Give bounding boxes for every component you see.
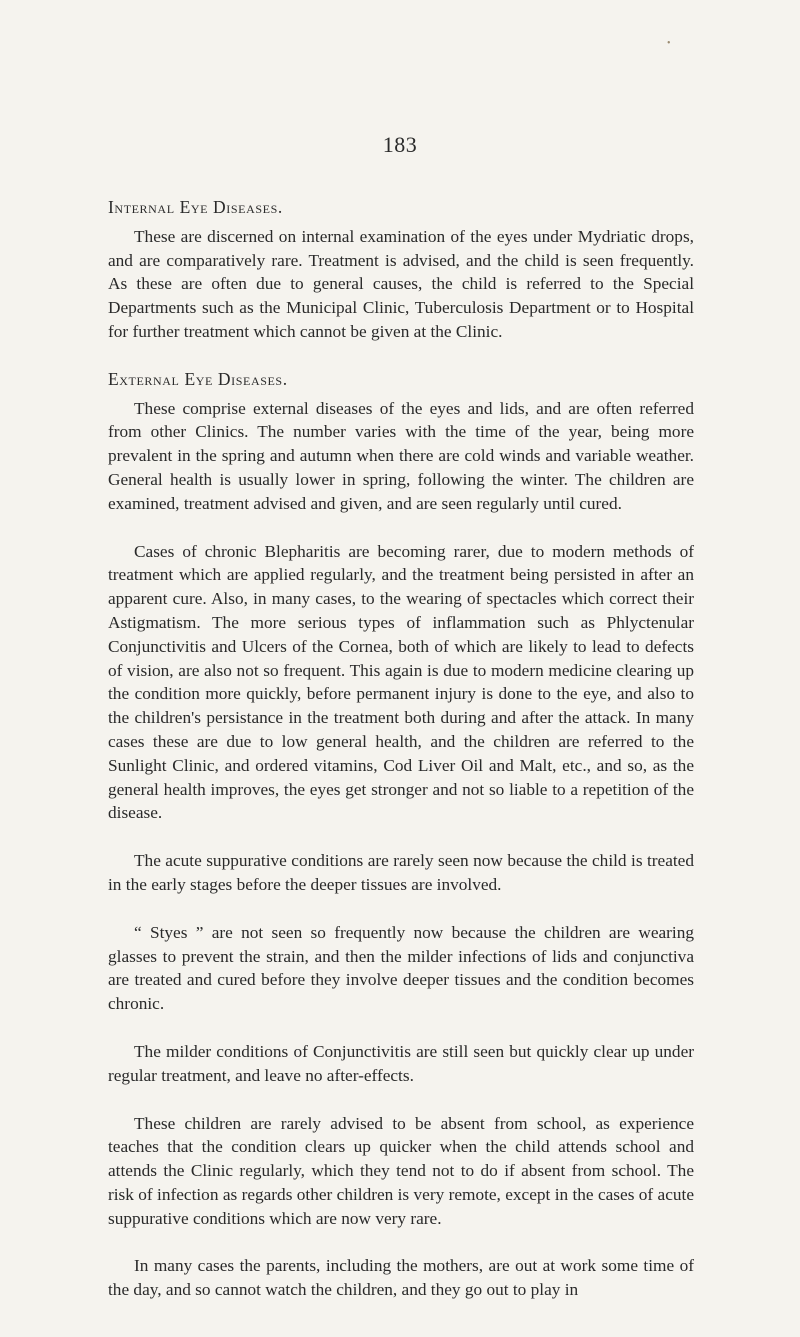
section-internal-eye-diseases — [108, 196, 694, 344]
paragraph: “ Styes ” are not seen so frequently now because the children are wearing glasses to prevent the strain, and then the milder infections of lids and conjunctiva are treated and cured before they involve deeper tissues and the condition becomes chronic. — [108, 922, 694, 1014]
paragraph: In many cases the parents, including the mothers, are out at work some time of the day, and so cannot watch the children, and they go out to play in — [108, 1256, 694, 1300]
paragraph: The milder conditions of Conjunctivitis are still seen but quickly clear up under regular treatment, and leave no after-effects. — [108, 1041, 694, 1085]
paragraph: These comprise external diseases of the eyes and lids, and are often referred from other Clinics. The number varies with the time of the year, being more prevalent in the spring and autumn when there are cold winds and variable weather. General health is usually lower in spring, following the winter. The children are examined, treatment advised and given, and are seen regularly until cured. — [108, 398, 694, 513]
section-heading: External Eye Diseases. — [108, 368, 288, 389]
section-heading: Internal Eye Diseases. — [108, 197, 283, 217]
page-body — [108, 196, 694, 1326]
section-external-eye-diseases — [108, 368, 694, 1302]
ink-speck: • — [667, 38, 671, 49]
paragraph: These children are rarely advised to be absent from school, as experience teaches that the condition clears up quicker when the child attends school and attends the Clinic regularly, which they tend not to do if absent from school. The risk of infection as regards other children is very remote, except in the cases of acute suppurative conditions which are now very rare. — [108, 1113, 694, 1228]
paragraph: Cases of chronic Blepharitis are becoming rarer, due to modern methods of treatment which are applied regularly, and the treatment being persisted in after an apparent cure. Also, in many cases, to the wearing of spectacles which correct their Astigmatism. The more serious types of inflammation such as Phlyctenular Conjunctivitis and Ulcers of the Cornea, both of which are likely to lead to defects of vision, are also not so frequent. This again is due to modern medicine clearing up the condition more quickly, before permanent injury is done to the eye, and also to the children's persistance in the treatment both during and after the attack. In many cases these are due to low general health, and the children are referred to the Sunlight Clinic, and ordered vitamins, Cod Liver Oil and Malt, etc., and so, as the general health improves, the eyes get stronger and not so liable to a repetition of the disease. — [108, 541, 694, 823]
page-number: 183 — [382, 132, 418, 157]
paragraph: These are discerned on internal examination of the eyes under Mydriatic drops, and are comparatively rare. Treatment is advised, and the child is seen frequently. As these are often due to general causes, the child is referred to the Special Departments such as the Municipal Clinic, Tuberculosis Department or to Hospital for further treatment which cannot be given at the Clinic. — [108, 226, 694, 341]
paragraph: The acute suppurative conditions are rarely seen now because the child is treated in the early stages before the deeper tissues are involved. — [108, 851, 694, 894]
